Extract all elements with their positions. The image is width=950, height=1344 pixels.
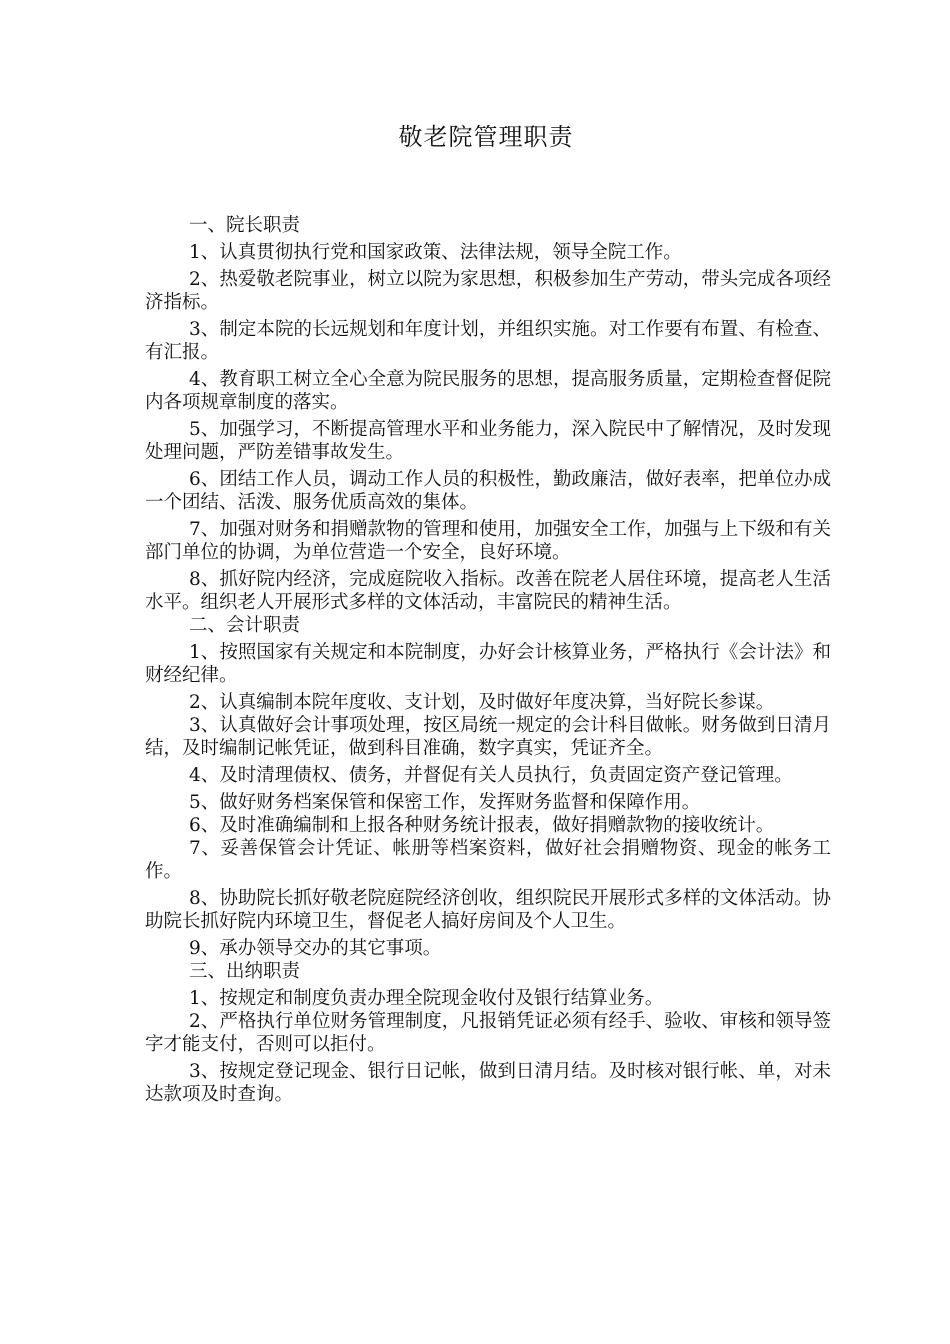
paragraph: 1、认真贯彻执行党和国家政策、法律法规，领导全院工作。 xyxy=(189,242,682,263)
paragraph: 8、协助院长抓好敬老院庭院经济创收，组织院民开展形式多样的文体活动。协助院长抓好院内环境卫生，督促老人搞好房间及个人卫生。 xyxy=(145,888,831,932)
paragraph: 6、及时准确编制和上报各种财务统计报表，做好捐赠款物的接收统计。 xyxy=(189,815,775,836)
paragraph: 5、做好财务档案保管和保密工作，发挥财务监督和保障作用。 xyxy=(189,792,701,813)
paragraph: 2、认真编制本院年度收、支计划，及时做好年度决算，当好院长参谋。 xyxy=(189,692,775,713)
paragraph: 3、按规定登记现金、银行日记帐，做到日清月结。及时核对银行帐、单，对未达款项及时查询。 xyxy=(145,1061,831,1105)
document-title: 敬老院管理职责 xyxy=(398,123,574,151)
paragraph: 4、教育职工树立全心全意为院民服务的思想，提高服务质量，定期检查督促院内各项规章制度的落实。 xyxy=(145,369,831,413)
paragraph: 2、热爱敬老院事业，树立以院为家思想，积极参加生产劳动，带头完成各项经济指标。 xyxy=(145,269,831,313)
section-heading-cashier: 三、出纳职责 xyxy=(189,961,301,982)
section-heading-director: 一、院长职责 xyxy=(189,215,301,236)
paragraph: 1、按规定和制度负责办理全院现金收付及银行结算业务。 xyxy=(189,988,664,1009)
paragraph: 4、及时清理债权、债务，并督促有关人员执行，负责固定资产登记管理。 xyxy=(189,765,793,786)
document-body xyxy=(145,214,831,1110)
paragraph: 7、妥善保管会计凭证、帐册等档案资料，做好社会捐赠物资、现金的帐务工作。 xyxy=(145,838,831,882)
section-heading-accountant: 二、会计职责 xyxy=(189,615,301,636)
paragraph: 1、按照国家有关规定和本院制度，办好会计核算业务，严格执行《会计法》和财经纪律。 xyxy=(145,642,831,686)
paragraph: 3、认真做好会计事项处理，按区局统一规定的会计科目做帐。财务做到日清月结，及时编制记帐凭证，做到科目准确，数字真实，凭证齐全。 xyxy=(145,715,831,759)
paragraph: 2、严格执行单位财务管理制度，凡报销凭证必须有经手、验收、审核和领导签字才能支付，否则可以拒付。 xyxy=(145,1011,831,1055)
paragraph: 5、加强学习，不断提高管理水平和业务能力，深入院民中了解情况，及时发现处理问题，严防差错事故发生。 xyxy=(145,419,831,463)
paragraph: 9、承办领导交办的其它事项。 xyxy=(189,938,442,959)
paragraph: 8、抓好院内经济，完成庭院收入指标。改善在院老人居住环境，提高老人生活水平。组织老人开展形式多样的文体活动，丰富院民的精神生活。 xyxy=(145,569,831,613)
paragraph: 6、团结工作人员，调动工作人员的积极性，勤政廉洁，做好表率，把单位办成一个团结、活泼、服务优质高效的集体。 xyxy=(145,469,831,513)
paragraph: 7、加强对财务和捐赠款物的管理和使用，加强安全工作，加强与上下级和有关部门单位的协调，为单位营造一个安全，良好环境。 xyxy=(145,519,831,563)
paragraph: 3、制定本院的长远规划和年度计划，并组织实施。对工作要有布置、有检查、有汇报。 xyxy=(145,319,831,363)
